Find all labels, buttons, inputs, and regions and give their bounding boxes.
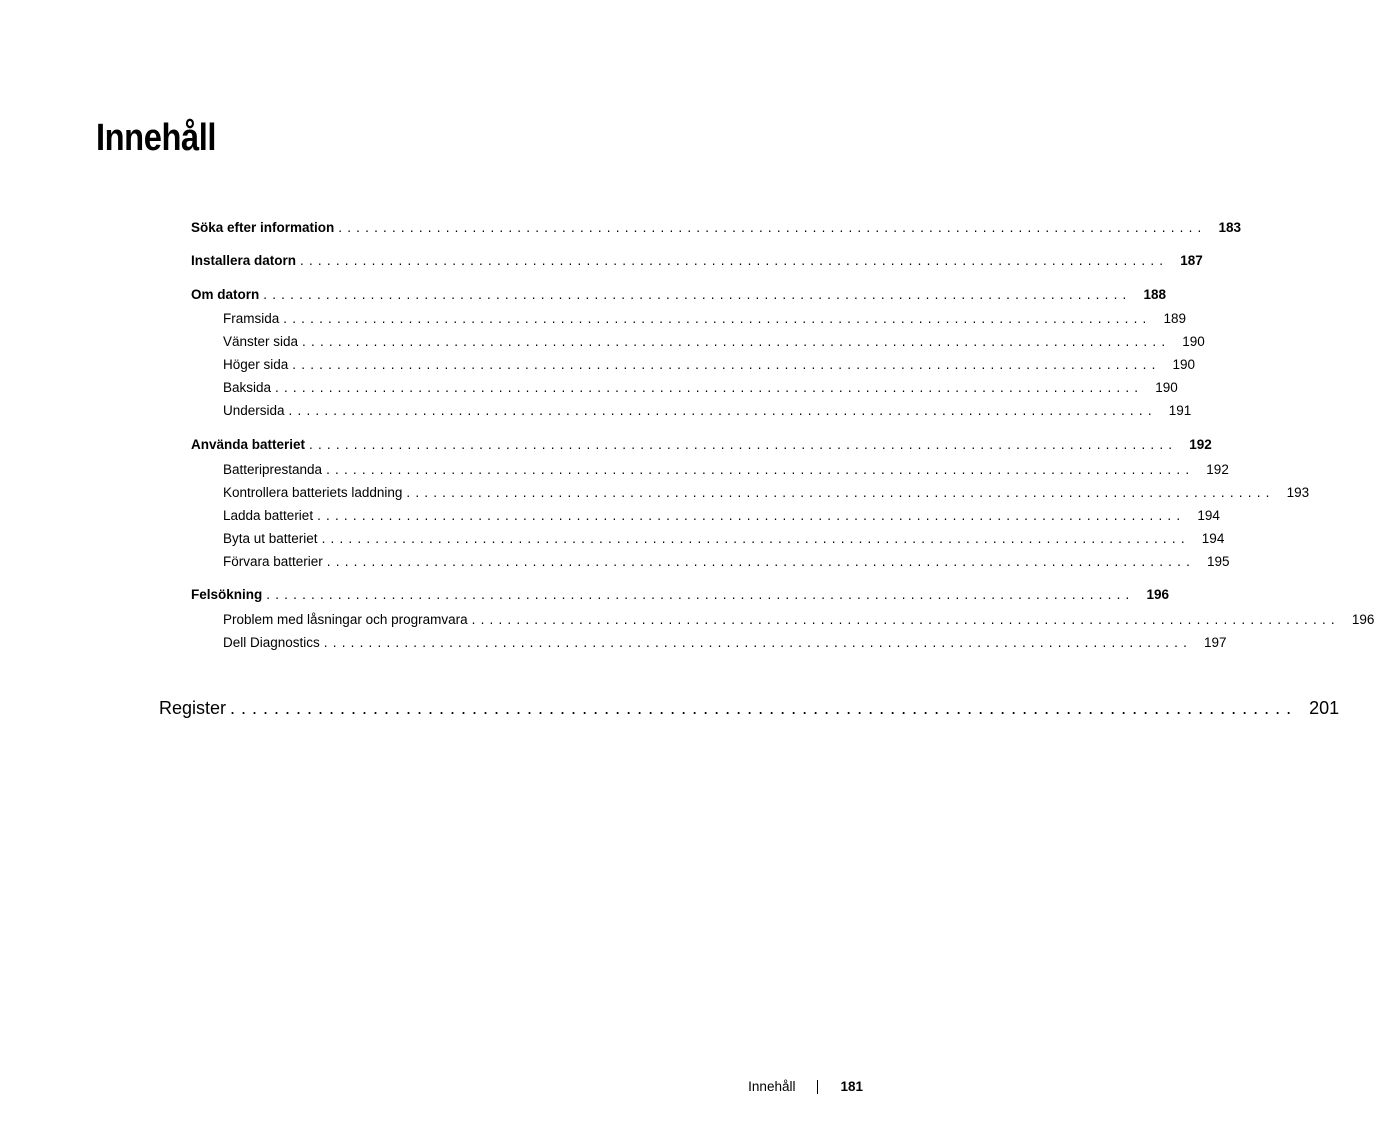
- toc-entry-kontrollera-batteriets-laddning[interactable]: [223, 483, 1310, 503]
- toc-entry-page: 190: [1182, 334, 1205, 349]
- toc-entry-page: 183: [1218, 220, 1242, 235]
- toc-entry-page: 190: [1155, 380, 1178, 395]
- toc-entry-register[interactable]: [159, 695, 1340, 721]
- dot-leader: .................................................................................................: [300, 253, 1169, 268]
- footer-divider: [817, 1080, 818, 1094]
- toc-entry-page: 192: [1189, 437, 1212, 452]
- dot-leader: .................................................................................................: [321, 531, 1190, 546]
- toc-entry-hoger-sida[interactable]: [223, 355, 1196, 375]
- toc-entry-label: Om datorn: [191, 287, 260, 302]
- toc-entry-page: 190: [1172, 357, 1196, 372]
- dot-leader: .................................................................................................: [230, 698, 1298, 718]
- dot-leader: .................................................................................................: [338, 220, 1207, 235]
- toc-entry-felsokning[interactable]: [191, 585, 1170, 605]
- toc-entry-label: Batteriprestanda: [223, 462, 323, 477]
- toc-entry-dell-diagnostics[interactable]: [223, 633, 1227, 653]
- toc-entry-label: Höger sida: [223, 357, 289, 372]
- toc-entry-page: 193: [1286, 485, 1310, 500]
- page-title: Innehåll: [96, 117, 217, 159]
- dot-leader: .................................................................................................: [406, 485, 1275, 500]
- dot-leader: .................................................................................................: [263, 287, 1132, 302]
- toc-entry-vanster-sida[interactable]: [223, 332, 1205, 352]
- toc-entry-framsida[interactable]: [223, 309, 1187, 329]
- toc-entry-label: Register: [159, 698, 227, 718]
- toc-entry-label: Vänster sida: [223, 334, 299, 349]
- toc-entry-anvanda-batteriet[interactable]: [191, 435, 1212, 455]
- toc-entry-page: 194: [1201, 531, 1225, 546]
- toc-entry-soka-efter-information[interactable]: [191, 218, 1242, 238]
- toc-entry-page: 188: [1143, 287, 1167, 302]
- toc-entry-page: 195: [1207, 554, 1230, 569]
- toc-entry-baksida[interactable]: [223, 378, 1178, 398]
- dot-leader: .................................................................................................: [326, 462, 1195, 477]
- toc-entry-label: Dell Diagnostics: [223, 635, 320, 650]
- toc-entry-label: Felsökning: [191, 587, 263, 602]
- toc-entry-label: Framsida: [223, 311, 280, 326]
- toc-entry-page: 196: [1146, 587, 1170, 602]
- toc-entry-label: Installera datorn: [191, 253, 297, 268]
- toc-entry-problem-med-lasningar[interactable]: [223, 610, 1374, 630]
- dot-leader: .................................................................................................: [471, 612, 1340, 627]
- toc-entry-label: Byta ut batteriet: [223, 531, 318, 546]
- toc-entry-page: 189: [1163, 311, 1187, 326]
- toc-entry-om-datorn[interactable]: [191, 285, 1167, 305]
- toc-entry-label: Förvara batterier: [223, 554, 323, 569]
- toc-entry-label: Ladda batteriet: [223, 508, 314, 523]
- toc-entry-page: 197: [1204, 635, 1227, 650]
- dot-leader: .................................................................................................: [283, 311, 1152, 326]
- toc-entry-page: 194: [1197, 508, 1220, 523]
- dot-leader: .................................................................................................: [302, 334, 1171, 349]
- toc-entry-page: 191: [1168, 403, 1192, 418]
- toc-entry-undersida[interactable]: [223, 401, 1192, 421]
- toc-entry-label: Använda batteriet: [191, 437, 306, 452]
- dot-leader: .................................................................................................: [317, 508, 1186, 523]
- toc-entry-label: Problem med låsningar och programvara: [223, 612, 468, 627]
- toc-entry-page: 192: [1206, 462, 1229, 477]
- toc-entry-forvara-batterier[interactable]: [223, 552, 1230, 572]
- dot-leader: .................................................................................................: [275, 380, 1144, 395]
- toc-entry-label: Baksida: [223, 380, 272, 395]
- toc-entry-label: Söka efter information: [191, 220, 335, 235]
- dot-leader: .................................................................................................: [326, 554, 1196, 569]
- footer-page-number: 181: [840, 1079, 863, 1094]
- toc-entry-label: Kontrollera batteriets laddning: [223, 485, 403, 500]
- footer-section-title: Innehåll: [748, 1079, 796, 1094]
- toc-entry-page: 187: [1180, 253, 1203, 268]
- dot-leader: .................................................................................................: [309, 437, 1178, 452]
- dot-leader: .................................................................................................: [323, 635, 1193, 650]
- dot-leader: .................................................................................................: [288, 403, 1157, 418]
- dot-leader: .................................................................................................: [266, 587, 1135, 602]
- toc-entry-ladda-batteriet[interactable]: [223, 506, 1220, 526]
- toc-entry-page: 196: [1351, 612, 1374, 627]
- dot-leader: .................................................................................................: [292, 357, 1161, 372]
- toc-entry-page: 201: [1309, 698, 1340, 718]
- toc-entry-byta-ut-batteriet[interactable]: [223, 529, 1225, 549]
- toc-entry-label: Undersida: [223, 403, 285, 418]
- toc-entry-installera-datorn[interactable]: [191, 251, 1203, 271]
- page-footer: [748, 1077, 863, 1097]
- toc-entry-batteriprestanda[interactable]: [223, 460, 1229, 480]
